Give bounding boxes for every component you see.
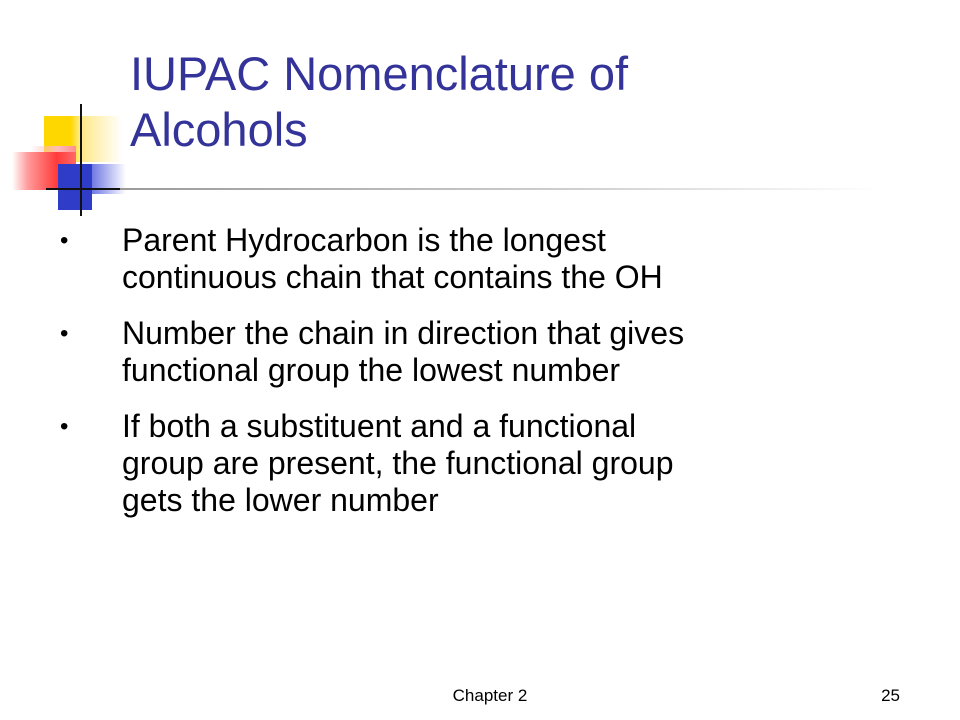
title-underline [120, 188, 880, 190]
bullet-text-line: Parent Hydrocarbon is the longest [122, 222, 606, 258]
title-line-1: IUPAC Nomenclature of [130, 47, 629, 100]
logo-yellow-fade [82, 116, 122, 162]
bullet-text-line: Number the chain in direction that gives [122, 315, 685, 351]
bullet-text-line: If both a substituent and a functional [122, 408, 637, 444]
bullet-marker: • [60, 227, 69, 254]
slide-page-number: 25 [881, 686, 900, 705]
bullet-marker: • [60, 320, 69, 347]
bullet-list [52, 222, 912, 538]
logo-blue-square [58, 164, 92, 210]
logo-vertical-line [80, 104, 82, 216]
bullet-item-numbering-direction [52, 315, 912, 389]
decorative-logo [0, 0, 140, 220]
bullet-text-line: gets the lower number [122, 482, 439, 518]
title-line-2: Alcohols [130, 103, 308, 156]
slide-title [130, 46, 890, 158]
bullet-text-line: functional group the lowest number [122, 352, 621, 388]
bullet-marker: • [60, 413, 69, 440]
bullet-text-line: continuous chain that contains the OH [122, 259, 663, 295]
bullet-text-line: group are present, the functional group [122, 445, 674, 481]
bullet-item-parent-hydrocarbon [52, 222, 912, 296]
footer-chapter-label: Chapter 2 [452, 686, 528, 705]
bullet-item-substituent-priority [52, 408, 912, 519]
logo-horizontal-line [46, 188, 126, 190]
